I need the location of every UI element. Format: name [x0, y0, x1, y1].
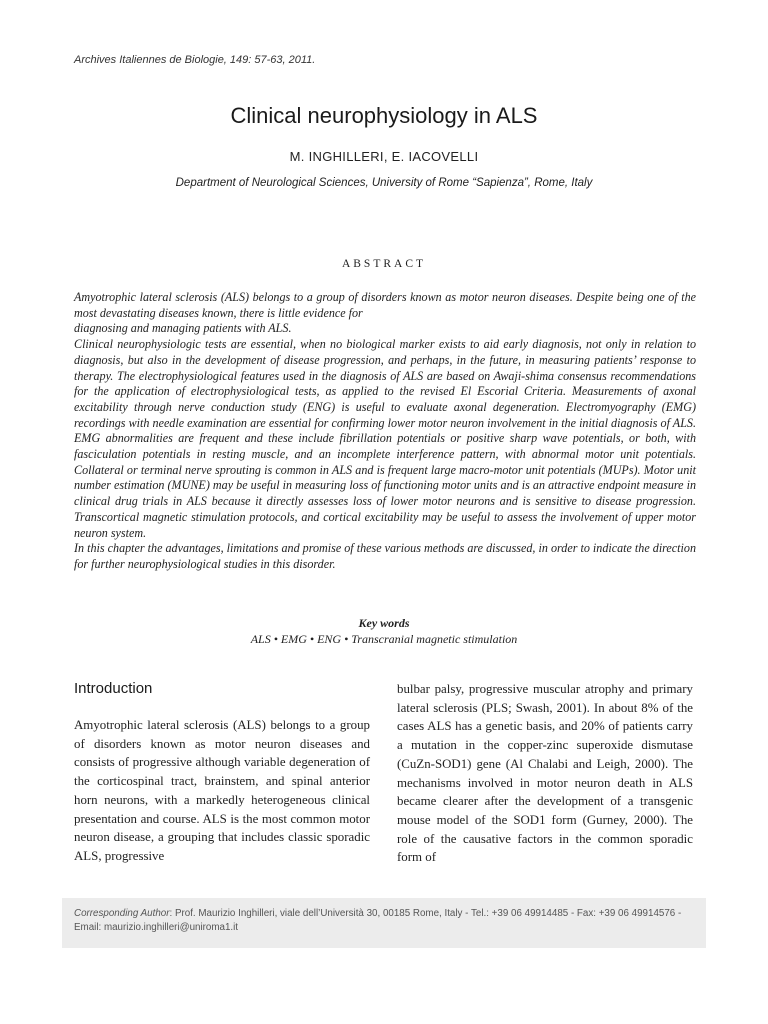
article-authors: M. INGHILLERI, E. IACOVELLI: [289, 149, 479, 164]
abstract-paragraph: Clinical neurophysiologic tests are essential, when no biological marker exists to aid early diagnosis, not only in relation to diagnosis, but also in the development of disease progression, and perhaps, in the future, in measuring patients’ response to therapy. The electrophysiological features used in the diagnosis of ALS are based on Awaji-shima consensus recommendations for the application of electrophysiological tests, as applied to the revised El Escorial Criteria. Measurements of axonal excitability through nerve conduction study (ENG) is useful to evaluate axonal degeneration. Electromyography (EMG) recordings with needle examination are essential for confirming lower motor neuron involvement in the initial diagnosis of ALS. EMG abnormalities are frequent and these include fibrillation potentials or positive sharp wave potentials, or both, with fasciculation potentials in resting muscle, and an incomplete interference pattern, with abnormal motor unit potentials. Collateral or terminal nerve sprouting is common in ALS and is frequent large macro-motor unit potentials (MUPs). Motor unit number estimation (MUNE) may be useful in measuring loss of functioning motor units and is an attractive endpoint measure in clinical drug trials in ALS because it directly assesses loss of lower motor neurons and is sensitive to disease progression. Transcortical magnetic stimulation protocols, and cortical excitability may be useful to assess the involvement of upper motor neuron system.: [74, 337, 696, 540]
body-paragraph: Amyotrophic lateral sclerosis (ALS) belongs to a group of disorders known as motor neuron diseases and consists of progressive although variable degeneration of the corticospinal tract, brainstem, and spinal anterior horn neurons, with a markedly heterogeneous clinical presentation and course. ALS is the most common motor neuron disease, a grouping that includes classic sporadic ALS, progressive: [74, 718, 370, 863]
abstract-paragraph: Amyotrophic lateral sclerosis (ALS) belongs to a group of disorders known as motor neuron diseases. Despite being one of the most devastating diseases known, there is little evidence for: [74, 290, 696, 320]
abstract-body: [74, 290, 696, 573]
keywords-list: ALS • EMG • ENG • Transcranial magnetic stimulation: [250, 632, 518, 646]
abstract-heading: ABSTRACT: [341, 258, 427, 270]
corresponding-author-label: Corresponding Author: [74, 908, 170, 919]
body-paragraph: bulbar palsy, progressive muscular atrophy and primary lateral sclerosis (PLS; Swash, 2001). In about 8% of the cases ALS has a genetic basis, and 20% of patients carry a mutation in the copper-zinc superoxide dismutase (CuZn-SOD1) gene (Al Chalabi and Leigh, 2000). The mechanisms involved in motor neuron death in ALS became clearer after the development of a transgenic mouse model of the SOD1 form (Gurney, 2000). The role of the causative factors in the common sporadic form of: [397, 682, 693, 865]
article-title: Clinical neurophysiology in ALS: [230, 103, 538, 128]
abstract-paragraph: In this chapter the advantages, limitations and promise of these various methods are discussed, in order to indicate the direction for further neurophysiological studies in this disorder.: [74, 541, 696, 571]
keywords-heading: Key words: [358, 616, 410, 630]
body-column-left: [74, 716, 370, 866]
author-affiliation: Department of Neurological Sciences, University of Rome “Sapienza”, Rome, Italy: [175, 177, 593, 189]
corresponding-author-details: : Prof. Maurizio Inghilleri, viale dell’Università 30, 00185 Rome, Italy - Tel.: +39 06 49914485 - Fax: +39 06 49914576 - Email: maurizio.inghilleri@uniroma1.it: [74, 908, 682, 933]
journal-citation: Archives Italiennes de Biologie, 149: 57-63, 2011.: [74, 54, 316, 66]
abstract-paragraph: diagnosing and managing patients with ALS.: [74, 321, 292, 336]
corresponding-author-box: [62, 898, 706, 948]
body-column-right: [397, 680, 693, 867]
section-heading-introduction: Introduction: [74, 680, 153, 697]
